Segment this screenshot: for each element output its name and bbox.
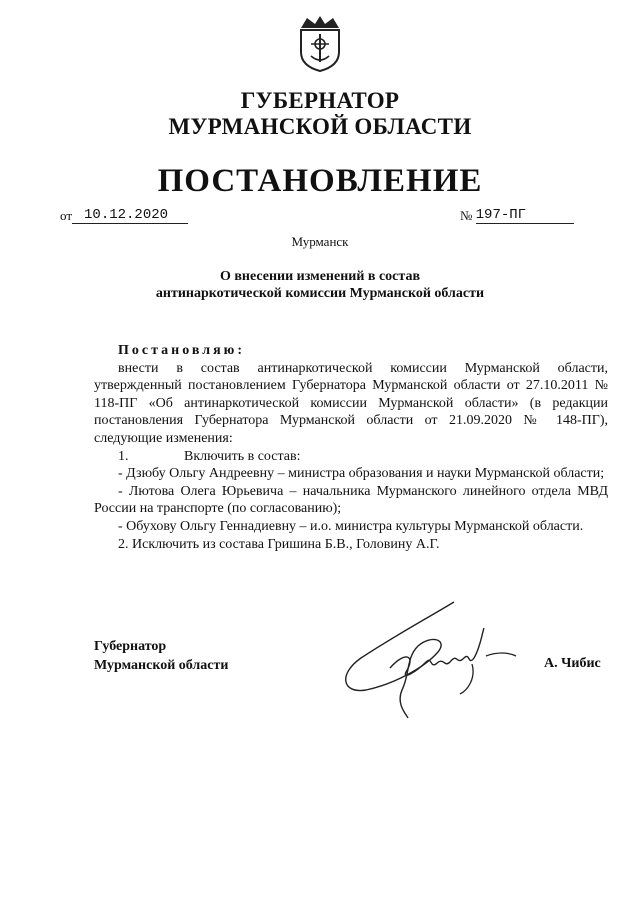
item-2: 2. Исключить из состава Гришина Б.В., Головину А.Г. [118, 536, 440, 552]
issuer-line-2: МУРМАНСКОЙ ОБЛАСТИ [168, 114, 472, 139]
document-type: ПОСТАНОВЛЕНИЕ [157, 163, 483, 199]
signatory-position-line-2: Мурманской области [94, 658, 229, 673]
decree-word: Постановляю: [118, 343, 246, 358]
item-1-entry-c: - Обухову Ольгу Геннадиевну – и.о. министра культуры Мурманской области. [118, 518, 584, 534]
subject-heading [0, 268, 640, 302]
date-value: 10.12.2020 [84, 207, 169, 223]
item-1-text: Включить в состав: [184, 448, 301, 464]
date-prefix: от [60, 208, 73, 223]
subject-line-1: О внесении изменений в состав [219, 269, 421, 284]
city: Мурманск [291, 234, 349, 249]
signatory-position-line-1: Губернатор [94, 639, 167, 654]
subject-line-2: антинаркотической комиссии Мурманской области [155, 286, 485, 301]
intro-paragraph: внести в состав антинаркотической комиссии Мурманской области, утвержденный постановлением Губернатора Мурманской области от 27.10.2011 № 118-ПГ «Об антинаркотической комиссии Мурманской области» (в редакции постановления Губернатора Мурманской области от 21.09.2020 № 148-ПГ), следующие изменения: [94, 360, 608, 446]
date-field [60, 206, 188, 224]
handwritten-signature [336, 598, 526, 720]
item-1-entry-b: - Лютова Олега Юрьевича – начальника Мурманского линейного отдела МВД России на транспорте (по согласованию); [94, 483, 608, 517]
item-1 [94, 448, 608, 466]
issuer-title [0, 88, 640, 140]
coat-of-arms-icon [295, 14, 345, 72]
number-value: 197-ПГ [475, 207, 527, 223]
number-prefix: № [460, 208, 473, 223]
number-field [460, 206, 574, 224]
item-1-entry-a: - Дзюбу Ольгу Андреевну – министра образования и науки Мурманской области; [118, 466, 605, 482]
issuer-line-1: ГУБЕРНАТОР [240, 88, 400, 113]
document-body [94, 342, 608, 553]
signatory-position [94, 637, 228, 675]
item-1-number: 1. [118, 448, 129, 464]
signatory-name: А. Чибис [544, 656, 601, 671]
